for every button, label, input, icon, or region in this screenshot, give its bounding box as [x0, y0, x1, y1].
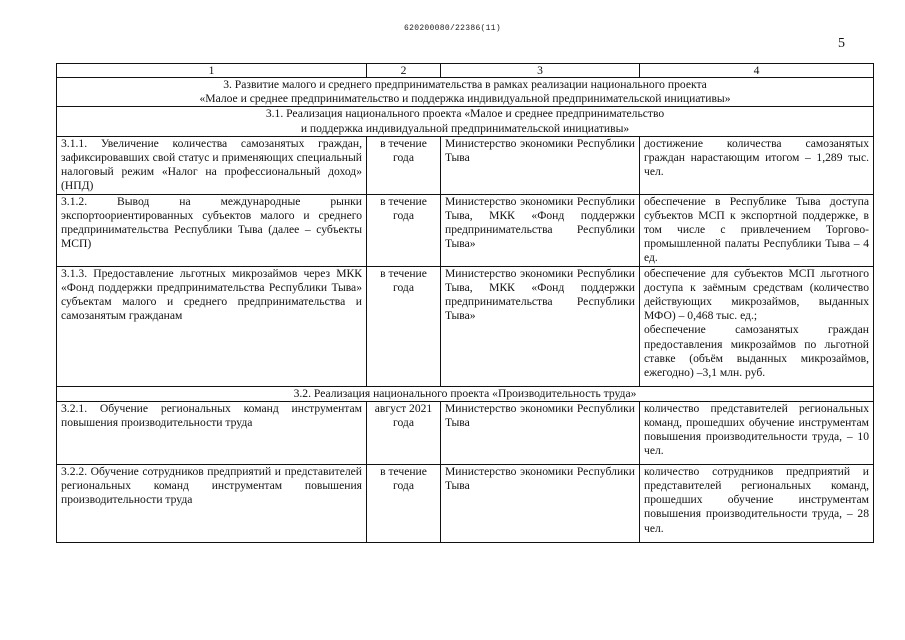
section-heading-line: и поддержка индивидуальной предпринимательской инициативы» [300, 121, 630, 135]
measure-cell: 3.2.2. Обучение сотрудников предприятий и представителей региональных команд инструментам повышения производительности труда [57, 464, 367, 542]
term-cell: в течение года [367, 194, 441, 266]
result-cell [640, 136, 874, 194]
section-heading-line: 3.2. Реализация национального проекта «Производительность труда» [293, 386, 637, 400]
result-text: обеспечение самозанятых граждан предоставления микрозаймов по льготной ставке (объём выданных микрозаймов, ежегодно) –3,1 млн. руб. [644, 323, 869, 380]
result-text: достижение количества самозанятых граждан нарастающим итогом – 1,289 тыс. чел. [644, 136, 869, 179]
term-cell: в течение года [367, 464, 441, 542]
result-text: обеспечение в Республике Тыва доступа субъектов МСП к экспортной поддержке, в том числе с привлечением Торгово-промышленной палаты Республики Тыва – 4 ед. [644, 194, 869, 265]
result-text: обеспечение для субъектов МСП льготного доступа к заёмным средствам (количество действующих микрозаймов, выданных МФО) – 0,468 тыс. ед.; [644, 266, 869, 323]
table-row [57, 136, 874, 194]
table-row [57, 266, 874, 386]
term-cell: август 2021 года [367, 401, 441, 464]
result-cell [640, 194, 874, 266]
table-row [57, 401, 874, 464]
column-number-row [57, 64, 874, 78]
measure-cell: 3.1.2. Вывод на международные рынки экспортоориентированных субъектов малого и среднего предпринимательства Республики Тыва (далее – субъекты МСП) [57, 194, 367, 266]
column-number: 2 [367, 64, 441, 78]
executor-cell: Министерство экономики Республики Тыва, МКК «Фонд поддержки предпринимательства Республики Тыва» [441, 194, 640, 266]
section-row-3 [57, 78, 874, 107]
column-number: 4 [640, 64, 874, 78]
section-heading-line: 3.1. Реализация национального проекта «Малое и среднее предпринимательство [265, 107, 665, 121]
result-text: количество представителей региональных команд, прошедших обучение инструментам повышения производительности труда, – 10 чел. [644, 401, 869, 458]
measure-cell: 3.1.1. Увеличение количества самозанятых граждан, зафиксировавших свой статус и применяющих специальный налоговый режим «Налог на профессиональный доход» (НПД) [57, 136, 367, 194]
table-row [57, 464, 874, 542]
result-cell [640, 401, 874, 464]
plan-table [56, 63, 874, 543]
section-row-3-1 [57, 107, 874, 136]
section-heading [57, 78, 874, 107]
table-row [57, 194, 874, 266]
column-number: 3 [441, 64, 640, 78]
document-id: 620200080/22386(11) [404, 24, 501, 33]
term-cell: в течение года [367, 266, 441, 386]
column-number: 1 [57, 64, 367, 78]
section-heading [57, 386, 874, 401]
term-cell: в течение года [367, 136, 441, 194]
measure-cell: 3.1.3. Предоставление льготных микрозаймов через МКК «Фонд поддержки предпринимательства Республики Тыва» субъектам малого и среднего предпринимательства и самозанятым гражданам [57, 266, 367, 386]
measure-cell: 3.2.1. Обучение региональных команд инструментам повышения производительности труда [57, 401, 367, 464]
section-heading-line: 3. Развитие малого и среднего предпринимательства в рамках реализации национального проекта [223, 78, 707, 91]
executor-cell: Министерство экономики Республики Тыва [441, 136, 640, 194]
result-cell [640, 464, 874, 542]
section-row-3-2 [57, 386, 874, 401]
executor-cell: Министерство экономики Республики Тыва [441, 464, 640, 542]
page-number: 5 [838, 36, 845, 51]
section-heading-line: «Малое и среднее предпринимательство и поддержка индивидуальной предпринимательской инициативы» [199, 92, 731, 106]
executor-cell: Министерство экономики Республики Тыва, МКК «Фонд поддержки предпринимательства Республики Тыва» [441, 266, 640, 386]
section-heading [57, 107, 874, 136]
executor-cell: Министерство экономики Республики Тыва [441, 401, 640, 464]
result-text: количество сотрудников предприятий и представителей региональных команд, прошедших обучение инструментам повышения производительности труда, – 28 чел. [644, 464, 869, 535]
result-cell [640, 266, 874, 386]
